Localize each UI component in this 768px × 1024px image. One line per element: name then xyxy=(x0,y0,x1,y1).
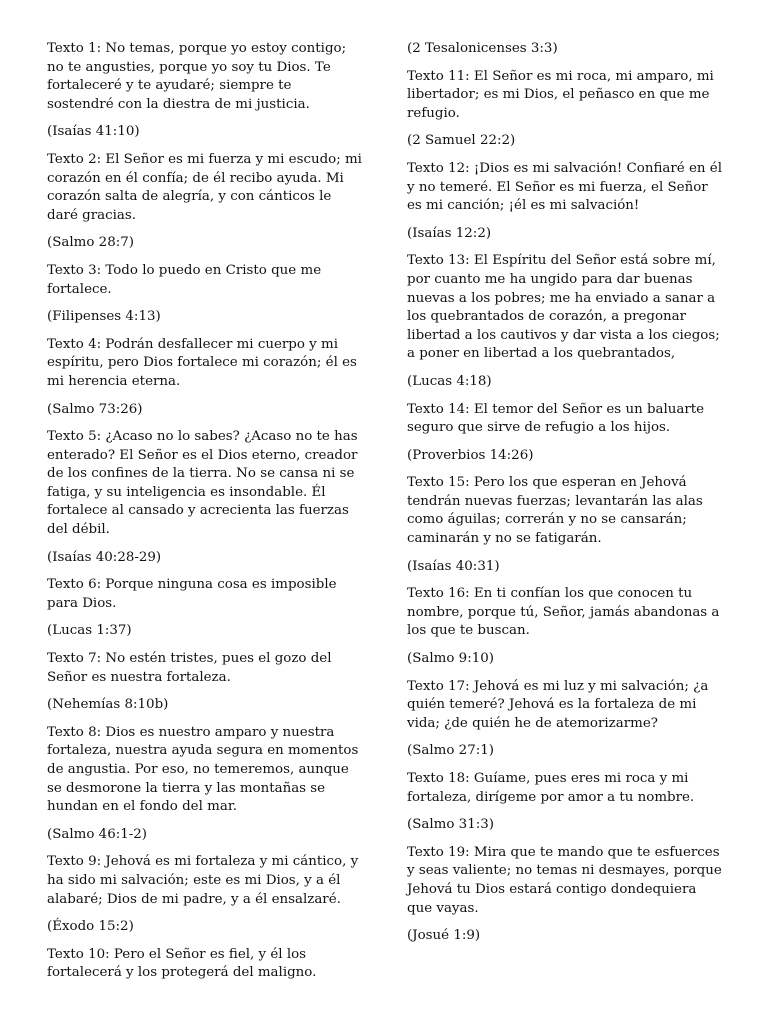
right-column xyxy=(407,40,725,955)
verse-entry xyxy=(407,844,725,946)
verse-entry xyxy=(407,585,725,668)
verse-entry xyxy=(47,428,362,567)
verse-entry xyxy=(407,678,725,761)
verse-entry xyxy=(47,946,362,983)
verse-text: Texto 3: Todo lo puedo en Cristo que me fortalece. xyxy=(47,262,322,297)
verse-text: Texto 19: Mira que te mando que te esfuerces y seas valiente; no temas ni desmayes, porque Jehová tu Dios estará contigo dondequiera que vayas. xyxy=(407,844,722,916)
verse-reference: (Éxodo 15:2) xyxy=(47,919,134,935)
verse-reference: (Salmo 9:10) xyxy=(407,651,494,667)
verse-entry xyxy=(47,724,362,845)
verse-text: Texto 16: En ti confían los que conocen tu nombre, porque tú, Señor, jamás abandonas a los que te buscan. xyxy=(407,586,720,639)
verse-entry xyxy=(407,68,725,151)
verse-reference: (Proverbios 14:26) xyxy=(407,447,534,463)
verse-text: Texto 4: Podrán desfallecer mi cuerpo y mi espíritu, pero Dios fortalece mi corazón; él es mi herencia eterna. xyxy=(47,336,357,389)
verse-entry xyxy=(47,262,362,327)
verse-entry xyxy=(47,576,362,641)
verse-text: Texto 5: ¿Acaso no lo sabes? ¿Acaso no te has enterado? El Señor es el Dios eterno, creador de los confines de la tierra. No se cansa ni se fatiga, y su inteligencia es insondable. Él fortalece al cansado y acrecienta las fuerzas del débil. xyxy=(47,429,358,538)
verse-reference: (Lucas 4:18) xyxy=(407,373,492,389)
verse-text: Texto 12: ¡Dios es mi salvación! Confiaré en él y no temeré. El Señor es mi fuerza, el Señor es mi canción; ¡él es mi salvación! xyxy=(407,160,722,214)
verse-entry xyxy=(47,151,362,253)
verse-reference: (Salmo 27:1) xyxy=(407,743,494,759)
verse-text: Texto 8: Dios es nuestro amparo y nuestra fortaleza, nuestra ayuda segura en momentos de angustia. Por eso, no temeremos, aunque se desmorone la tierra y las montañas se hundan en el fondo del mar. xyxy=(47,724,359,815)
verse-entry xyxy=(407,401,725,466)
verse-entry xyxy=(407,770,725,835)
verse-entry xyxy=(47,40,362,142)
verse-reference: (Isaías 41:10) xyxy=(47,124,140,140)
verse-reference: (Isaías 40:31) xyxy=(407,558,500,574)
left-column xyxy=(47,40,362,992)
verse-entry xyxy=(407,160,725,243)
verse-text: Texto 2: El Señor es mi fuerza y mi escudo; mi corazón en él confía; de él recibo ayuda. Mi corazón salta de alegría, y con cánticos le daré gracias. xyxy=(47,151,362,223)
verse-text: Texto 15: Pero los que esperan en Jehová tendrán nuevas fuerzas; levantarán las alas como águilas; correrán y no se cansarán; caminarán y no se fatigarán. xyxy=(407,475,703,547)
verse-text: Texto 17: Jehová es mi luz y mi salvación; ¿a quién temeré? Jehová es la fortaleza de mi vida; ¿de quién he de atemorizarme? xyxy=(407,678,709,731)
verse-entry xyxy=(47,336,362,419)
verse-reference: (Isaías 40:28-29) xyxy=(47,549,162,565)
verse-reference: (2 Tesalonicenses 3:3) xyxy=(407,41,558,56)
verse-text: Texto 18: Guíame, pues eres mi roca y mi fortaleza, dirígeme por amor a tu nombre. xyxy=(407,771,695,805)
verse-text: Texto 11: El Señor es mi roca, mi amparo, mi libertador; es mi Dios, el peñasco en que me refugio. xyxy=(407,68,714,121)
verse-text: Texto 9: Jehová es mi fortaleza y mi cántico, y ha sido mi salvación; este es mi Dios, y a él alabaré; Dios de mi padre, y a él ensalzaré. xyxy=(47,854,359,907)
verse-text: Texto 13: El Espíritu del Señor está sobre mí, por cuanto me ha ungido para dar buenas nuevas a los pobres; me ha enviado a sanar a los quebrantados de corazón, a pregonar libertad a los cautivos y dar vista a los ciegos; a poner en libertad a los quebrantados, xyxy=(407,253,720,362)
verse-text: Texto 1: No temas, porque yo estoy contigo; no te angusties, porque yo soy tu Dios. Te fortaleceré y te ayudaré; siempre te sostendré con la diestra de mi justicia. xyxy=(47,41,347,112)
verse-reference: (Salmo 31:3) xyxy=(407,817,494,833)
verse-reference: (Isaías 12:2) xyxy=(407,225,492,241)
verse-reference: (2 Samuel 22:2) xyxy=(407,133,516,149)
verse-text: Texto 7: No estén tristes, pues el gozo del Señor es nuestra fortaleza. xyxy=(47,651,332,685)
verse-text: Texto 6: Porque ninguna cosa es imposible para Dios. xyxy=(47,577,337,611)
verse-reference: (Lucas 1:37) xyxy=(47,623,132,639)
verse-reference: (Filipenses 4:13) xyxy=(47,309,161,325)
verse-reference: (Salmo 73:26) xyxy=(47,401,143,417)
verse-reference: (Salmo 46:1-2) xyxy=(47,826,148,842)
verse-text: Texto 10: Pero el Señor es fiel, y él los fortalecerá y los protegerá del maligno. xyxy=(47,946,317,981)
verse-entry xyxy=(47,650,362,715)
verse-entry xyxy=(407,474,725,576)
verse-reference: (Nehemías 8:10b) xyxy=(47,697,169,713)
verse-reference: (Salmo 28:7) xyxy=(47,235,134,251)
verse-entry xyxy=(407,252,725,391)
verse-text: Texto 14: El temor del Señor es un baluarte seguro que sirve de refugio a los hijos. xyxy=(407,401,705,436)
verse-entry xyxy=(47,853,362,936)
verse-reference: (Josué 1:9) xyxy=(407,928,481,944)
